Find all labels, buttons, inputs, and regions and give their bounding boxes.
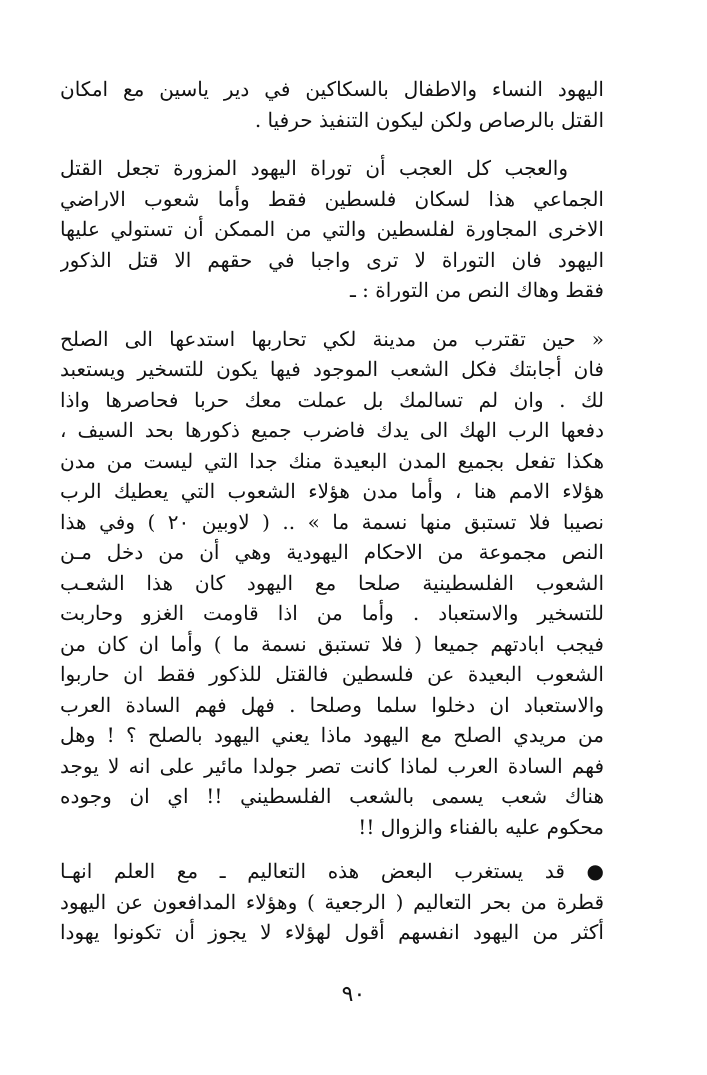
text-line: نصيبا فلا تستبق منها نسمة ما » .. ( لاوبين ٢٠ ) وفي هذا	[60, 509, 604, 534]
text-line: للتسخير والاستعباد . وأما من اذا قاومت الغزو وحاربت	[60, 601, 604, 625]
text-line: هكذا تفعل بجميع المدن البعيدة منك جدا التي ليست من مدن	[60, 448, 604, 473]
text-line: اليهود فان التوراة لا ترى واجبا في حقهم الا قتل الذكور	[60, 247, 604, 272]
text-line: الشعوب الفلسطينية صلحا مع اليهود كان هذا الشعـب	[60, 570, 604, 595]
text-line: ● قد يستغرب البعض هذه التعاليم ـ مع العلم انهـا	[60, 859, 604, 883]
paragraph-bullet	[60, 856, 604, 948]
text-line: من مريدي الصلح مع اليهود ماذا يعني اليهود بالصلح ؟ ! وهل	[60, 723, 604, 747]
text-line: القتل بالرصاص ولكن ليكون التنفيذ حرفيا .	[254, 107, 604, 132]
text-line: فقط وهاك النص من التوراة : ـ	[349, 278, 604, 302]
text-line: فان أجابتك فكل الشعب الموجود فيها يكون للتسخير ويستعبد	[60, 357, 604, 381]
text-line: أكثر من اليهود انفسهم أقول لهؤلاء لا يجوز أن تكونوا يهودا	[60, 920, 604, 944]
text-line: محكوم عليه بالفناء والزوال !!	[358, 814, 604, 839]
text-line: اليهود النساء والاطفال بالسكاكين في دير ياسين مع امكان	[60, 77, 604, 101]
page-number: ٩٠	[341, 982, 366, 1007]
text-line: فيجب ابادتهم جميعا ( فلا تستبق نسمة ما ) وأما ان كان من	[60, 631, 604, 656]
text-line: والاستعباد ان دخلوا سلما وصلحا . فهل فهم السادة العرب	[60, 692, 604, 717]
text-line: لك . وان لم تسالمك بل عملت معك حربا فحاصرها واذا	[60, 387, 604, 412]
text-line: الشعوب البعيدة عن فلسطين فالقتل للذكور فقط ان حاربوا	[60, 662, 604, 686]
text-line: « حين تقترب من مدينة لكي تحاربها استدعها الى الصلح	[60, 326, 604, 351]
text-line: هناك شعب يسمى بالشعب الفلسطيني !! اي ان وجوده	[60, 784, 604, 808]
text-line: النص مجموعة من الاحكام اليهودية وهي أن من دخل مـن	[60, 540, 604, 564]
paragraph-quotation	[60, 324, 604, 843]
text-line: الجماعي هذا لسكان فلسطين فقط وأما شعوب الاراضي	[60, 186, 604, 211]
text-line: الاخرى المجاورة لفلسطين والتي من الممكن أن تستولي عليها	[60, 217, 604, 241]
text-line: دفعها الرب الهك الى يدك فاضرب جميع ذكورها بحد السيف ،	[60, 418, 604, 442]
text-line: فهم السادة العرب لماذا كانت تصر جولدا مائير على انه لا يوجد	[60, 753, 604, 778]
text-line: والعجب كل العجب أن توراة اليهود المزورة تجعل القتل	[60, 156, 568, 180]
text-line: قطرة من بحر التعاليم ( الرجعية ) وهؤلاء المدافعون عن اليهود	[60, 889, 604, 914]
paragraph-continuation	[60, 74, 604, 135]
paragraph-torah-commentary	[60, 153, 604, 306]
text-line: هؤلاء الامم هنا ، وأما مدن هؤلاء الشعوب التي يعطيك الرب	[60, 479, 604, 503]
